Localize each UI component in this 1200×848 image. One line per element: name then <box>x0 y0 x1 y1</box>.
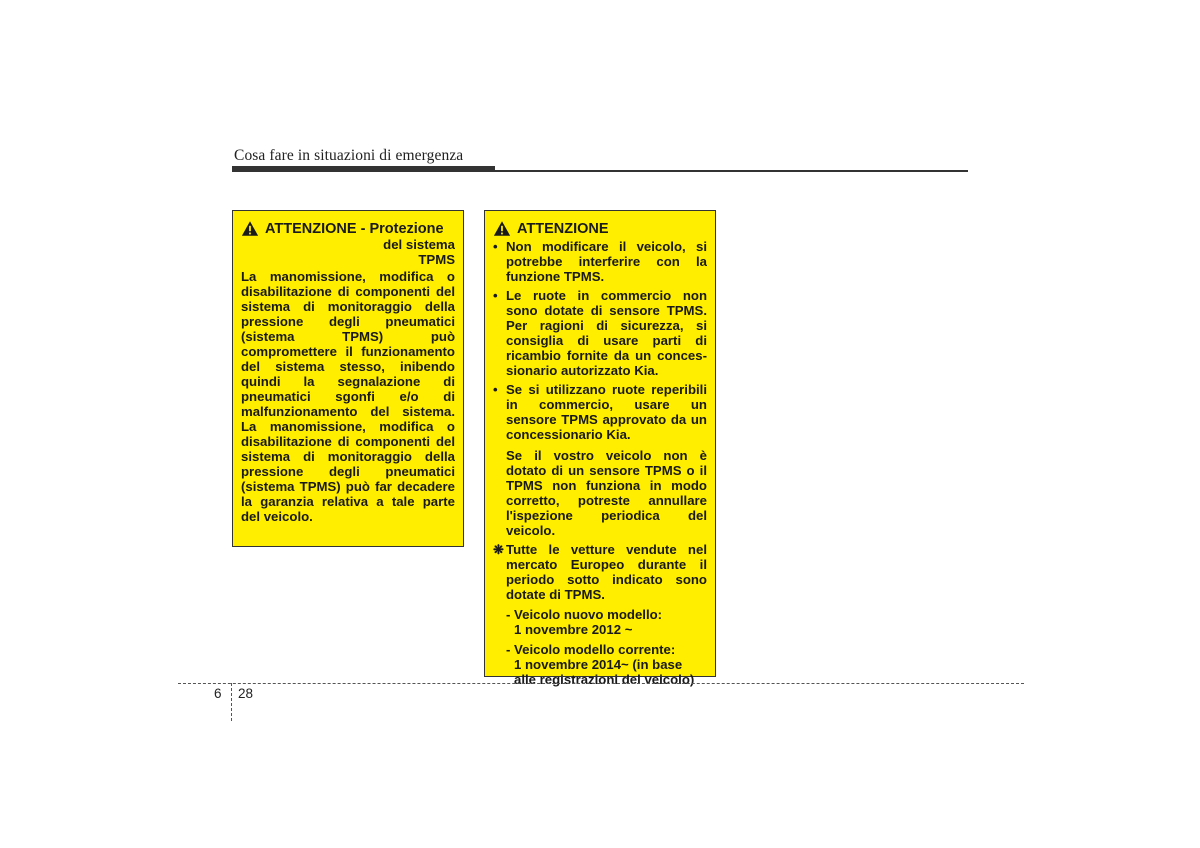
sub-item-label: - Veicolo nuovo modello: <box>506 607 663 622</box>
note-text: Tutte le vetture vendute nel mercato Europeo durante il periodo sotto indicato sono dotate di TPMS. <box>506 542 707 602</box>
footer-rule <box>178 683 1024 684</box>
bullet-text: Se si utilizzano ruote reperibili in commercio, usare un sensore TPMS approvato da un concessionario Kia. <box>506 382 707 442</box>
footer-divider <box>231 683 232 721</box>
warning-triangle-icon <box>493 220 511 237</box>
header-rule-accent <box>232 166 495 172</box>
bullet-mark: • <box>493 239 498 254</box>
warning-box-tpms-protection <box>232 210 464 547</box>
sub-item-label: - Veicolo modello corrente: <box>506 642 676 657</box>
bullet-continuation-text: Se il vostro veicolo non è dotato di un sensore TPMS o il TPMS non funziona in modo corretto, potreste annullare l'ispezione periodica del veicolo. <box>506 448 707 538</box>
chapter-number: 6 <box>214 686 222 701</box>
sub-item-date: 1 novembre 2012 ~ <box>514 622 633 637</box>
sub-item-date: 1 novembre 2014~ (in base <box>514 657 683 672</box>
warning-heading <box>241 221 455 237</box>
warning-heading <box>493 221 707 237</box>
warning-box-tpms-wheels <box>484 210 716 687</box>
note-asterisk-icon: ❋ <box>493 542 505 557</box>
sub-item-current-model <box>506 642 707 687</box>
page-header-title: Cosa fare in situazioni di emergenza <box>234 147 464 164</box>
warning-heading-sub-2: TPMS <box>418 252 455 267</box>
note-item <box>493 542 707 602</box>
bullet-mark: • <box>493 382 498 397</box>
sub-item-new-model <box>506 607 707 637</box>
warning-triangle-icon <box>241 220 259 237</box>
list-item <box>493 288 707 378</box>
warning-heading-text: ATTENZIONE - Protezione <box>265 221 444 237</box>
warning-heading-sub-1: del sistema <box>383 237 455 252</box>
list-item <box>493 382 707 442</box>
list-item <box>493 239 707 284</box>
warning-body-text: La manomissione, modifica o disabilitazione di componenti del sistema di monitoraggio della pressione degli pneumatici (sistema TPMS) può compromettere il funzionamento del sistema stesso, inibendo quindi la segnalazione di pneumatici sgonfi e/o di malfunzionamento del sistema. La manomissione, modifica o disabilitazione di componenti del sistema di monitoraggio della pressione degli pneumatici (sistema TPMS) può far decadere la garanzia relativa a tale parte del veicolo. <box>241 269 455 524</box>
sub-item-note: alle registrazioni del veicolo) <box>514 672 695 687</box>
warning-heading-text: ATTENZIONE <box>517 221 609 237</box>
page-number: 28 <box>238 686 254 701</box>
bullet-text: Le ruote in commercio non sono dotate di sensore TPMS. Per ragioni di sicurezza, si consiglia di usare parti di ricambio fornite da un conces-sionario autorizzato Kia. <box>506 288 707 378</box>
bullet-mark: • <box>493 288 498 303</box>
bullet-text: Non modificare il veicolo, si potrebbe interferire con la funzione TPMS. <box>506 239 707 284</box>
